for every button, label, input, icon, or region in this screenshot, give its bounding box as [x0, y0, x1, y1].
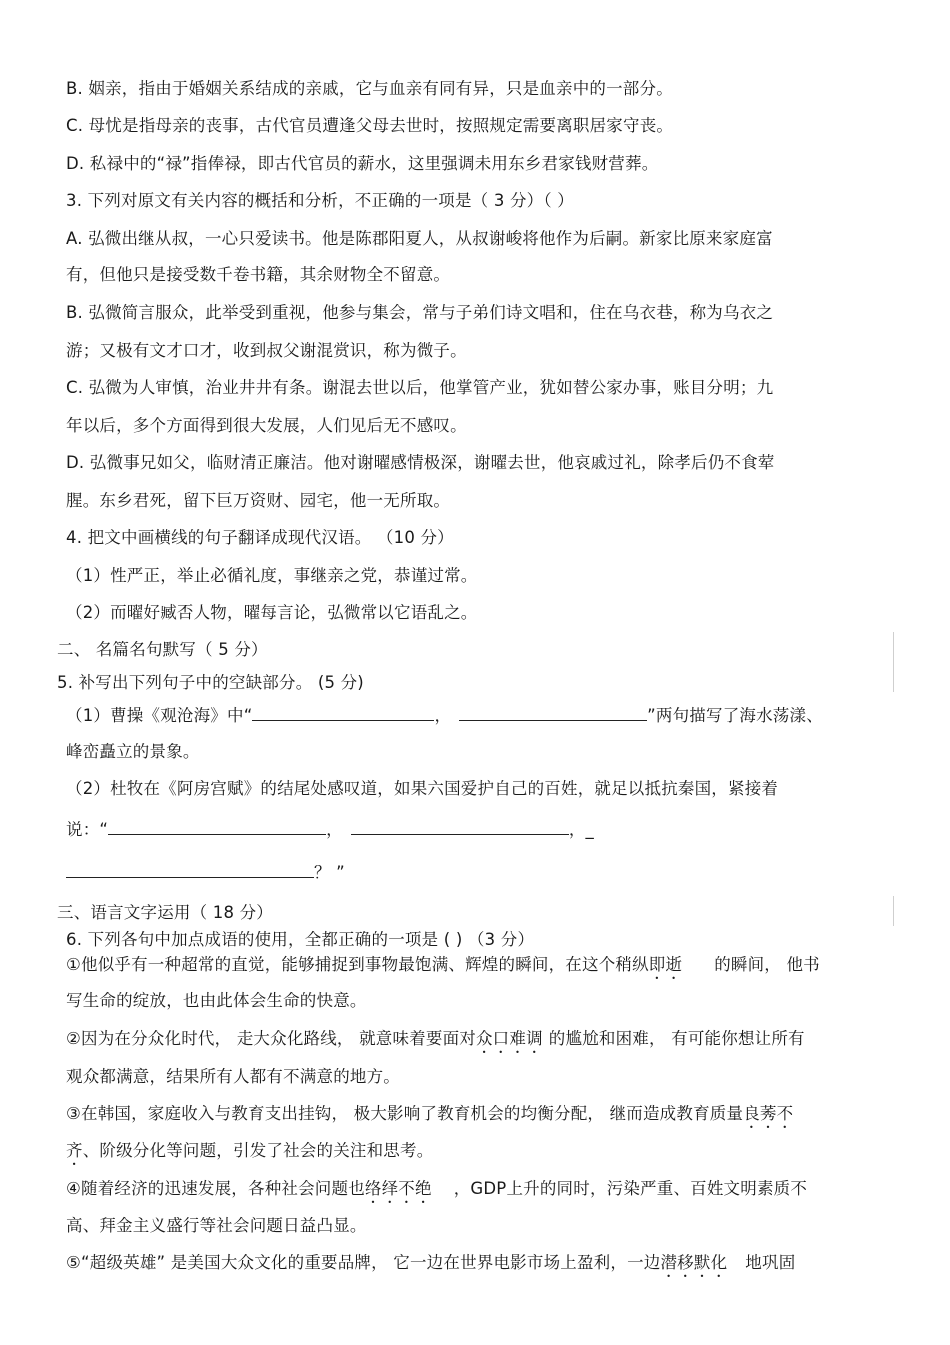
- q5-item-1-suffix: ”两句描写了海水荡漾、: [647, 706, 823, 725]
- scan-edge-mark: [893, 632, 894, 692]
- q6-sentence-5: [66, 1252, 795, 1281]
- q5-item-1-prefix: （1）曹操《观沧海》中“: [66, 706, 253, 725]
- question-5: 5. 补写出下列句子中的空缺部分。 (5 分): [57, 673, 364, 692]
- q4-sentence-2: （2）而曜好臧否人物，曜每言论，弘微常以它语乱之。: [66, 603, 478, 622]
- dotted-idiom: 络绎不绝: [364, 1179, 432, 1198]
- q5-item-2: （2）杜牧在《阿房宫赋》的结尾处感叹道，如果六国爱护自己的百姓，就足以抵抗秦国，紧接着: [66, 779, 779, 798]
- q6-s4-text2: ，GDP上升的同时，污染严重、百姓文明素质不: [453, 1179, 808, 1198]
- answer-blank[interactable]: [351, 818, 569, 835]
- q3-option-a-line2: 有，但他只是接受数千卷书籍，其余财物全不留意。: [66, 265, 451, 284]
- dotted-idiom: 良莠不: [743, 1104, 794, 1123]
- q3-option-a-line1: A. 弘微出继从叔，一心只爱读书。他是陈郡阳夏人，从叔谢峻将他作为后嗣。新家比原来家庭富: [66, 229, 773, 248]
- q5-item-2-comma2: ，_: [568, 820, 595, 839]
- q5-item-1-comma: ，: [434, 706, 452, 725]
- q6-s5-text: ⑤“超级英雄” 是美国大众文化的重要品牌， 它一边在世界电影市场上盈利，一边: [66, 1253, 661, 1272]
- q3-option-c-line2: 年以后，多个方面得到很大发展，人们见后无不感叹。: [66, 416, 467, 435]
- q6-sentence-3: [66, 1103, 793, 1132]
- dotted-idiom: 齐: [66, 1141, 83, 1160]
- q6-sentence-4: [66, 1178, 807, 1207]
- question-4: 4. 把文中画横线的句子翻译成现代汉语。 （10 分）: [66, 528, 454, 547]
- q5-item-2-comma: ，: [326, 820, 343, 839]
- section-2-heading: 二、 名篇名句默写（ 5 分）: [57, 640, 268, 659]
- q5-item-1: [66, 704, 823, 727]
- option-b-line: B. 姻亲，指由于婚姻关系结成的亲戚，它与血亲有同有异，只是血亲中的一部分。: [66, 79, 673, 98]
- q6-s1-text2: 的瞬间， 他书: [714, 955, 820, 974]
- q5-item-2-prefix: 说：“: [66, 820, 109, 839]
- q6-sentence-3-cont: [66, 1140, 433, 1169]
- q6-sentence-4-cont: 高、拜金主义盛行等社会问题日益凸显。: [66, 1216, 367, 1235]
- q6-sentence-1: [66, 954, 820, 983]
- question-6: 6. 下列各句中加点成语的使用，全都正确的一项是 ( ) （3 分）: [66, 930, 535, 949]
- q6-sentence-2: [66, 1028, 805, 1057]
- q3-option-d-line1: D. 弘微事兄如父，临财清正廉洁。他对谢曜感情极深，谢曜去世，他哀戚过礼，除孝后仍不食荤: [66, 453, 775, 472]
- dotted-idiom: 潜移默化: [660, 1253, 728, 1272]
- q6-s4-text: ④随着经济的迅速发展，各种社会问题也: [66, 1179, 365, 1198]
- option-c-line: C. 母忧是指母亲的丧事，古代官员遭逢父母去世时，按照规定需要离职居家守丧。: [66, 116, 674, 135]
- q3-option-b-line1: B. 弘微简言服众，此举受到重视，他参与集会，常与子弟们诗文唱和，住在乌衣巷，称为乌衣之: [66, 303, 774, 322]
- dotted-idiom: 众口难调: [475, 1029, 543, 1048]
- q5-item-2-blanks: [66, 818, 594, 841]
- answer-blank[interactable]: [108, 818, 326, 835]
- q6-s3-text: ③在韩国，家庭收入与教育支出挂钩， 极大影响了教育机会的均衡分配， 继而造成教育质量: [66, 1104, 744, 1123]
- q6-s5-text2: 地巩固: [745, 1253, 796, 1272]
- q6-s2-text2: 的尴尬和困难， 有可能你想让所有: [548, 1029, 805, 1048]
- answer-blank[interactable]: [66, 861, 314, 878]
- q6-s1-text: ①他似乎有一种超常的直觉，能够捕捉到事物最饱满、辉煌的瞬间，在这个稍纵: [66, 955, 649, 974]
- q3-option-d-line2: 腥。东乡君死，留下巨万资财、园宅，他一无所取。: [66, 491, 451, 510]
- q6-s3-text2: 、阶级分化等问题，引发了社会的关注和思考。: [82, 1141, 434, 1160]
- q3-option-b-line2: 游；又极有文才口才，收到叔父谢混赏识，称为微子。: [66, 341, 467, 360]
- q5-item-1-cont: 峰峦矗立的景象。: [66, 742, 200, 761]
- q4-sentence-1: （1）性严正，举止必循礼度，事继亲之党，恭谨过常。: [66, 566, 478, 585]
- q6-s2-text: ②因为在分众化时代， 走大众化路线， 就意味着要面对: [66, 1029, 476, 1048]
- answer-blank[interactable]: [252, 704, 434, 721]
- q5-item-2-end: [66, 861, 345, 884]
- dotted-idiom: 即逝: [648, 955, 683, 974]
- answer-blank[interactable]: [459, 704, 647, 721]
- scan-edge-mark: [893, 896, 894, 926]
- q5-item-2-question: ？ ”: [314, 863, 345, 882]
- section-3-heading: 三、语言文字运用（ 18 分）: [57, 903, 273, 922]
- q6-sentence-2-cont: 观众都满意，结果所有人都有不满意的地方。: [66, 1067, 400, 1086]
- q3-option-c-line1: C. 弘微为人审慎，治业井井有条。谢混去世以后，他掌管产业，犹如替公家办事，账目分明；九: [66, 378, 774, 397]
- option-d-line: D. 私禄中的“禄”指俸禄，即古代官员的薪水，这里强调未用东乡君家钱财营葬。: [66, 154, 659, 173]
- question-3: 3. 下列对原文有关内容的概括和分析，不正确的一项是（ 3 分）（ ）: [66, 191, 574, 210]
- q6-sentence-1-cont: 写生命的绽放，也由此体会生命的快意。: [66, 991, 367, 1010]
